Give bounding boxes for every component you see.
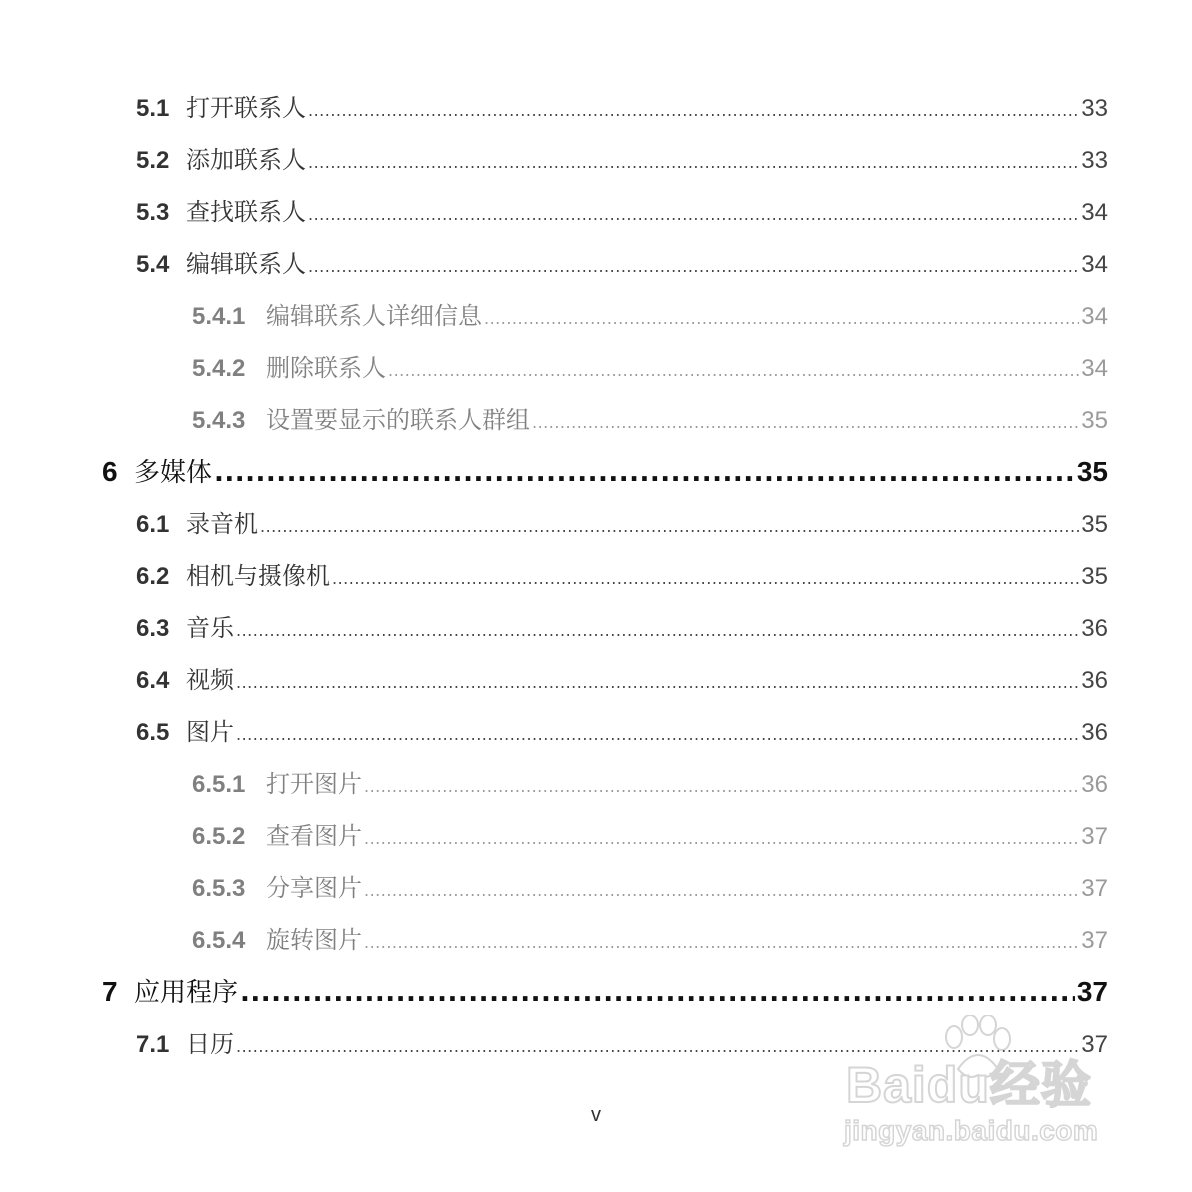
toc-entry-number: 5.4.1 <box>192 303 246 330</box>
toc-entry-page: 37 <box>1081 875 1108 902</box>
toc-entry[interactable] <box>0 452 1108 492</box>
toc-entry[interactable] <box>0 660 1108 700</box>
toc-entry-title: 打开图片 <box>266 770 362 798</box>
toc-entry-title: 删除联系人 <box>266 354 386 382</box>
toc-entry-title: 多媒体 <box>134 458 213 488</box>
toc-dot-leader <box>214 458 1075 488</box>
toc-entry-title: 音乐 <box>186 614 234 642</box>
toc-entry[interactable] <box>0 400 1108 440</box>
toc-entry-page: 37 <box>1076 976 1108 1007</box>
toc-entry-title: 日历 <box>186 1030 234 1058</box>
toc-entry-page: 35 <box>1076 456 1108 487</box>
toc-dot-leader <box>308 205 1079 224</box>
toc-entry-number: 6.3 <box>136 615 170 642</box>
toc-entry-title: 应用程序 <box>134 978 239 1008</box>
toc-entry-title: 编辑联系人 <box>186 250 306 278</box>
toc-dot-leader <box>332 569 1079 588</box>
toc-dot-leader <box>236 673 1079 692</box>
toc-dot-leader <box>308 153 1079 172</box>
toc-entry-number: 5.2 <box>136 147 170 174</box>
toc-dot-leader <box>236 725 1079 744</box>
toc-entry-page: 37 <box>1081 823 1108 850</box>
toc-dot-leader <box>308 101 1079 120</box>
toc-entry-page: 36 <box>1081 771 1108 798</box>
toc-dot-leader <box>364 881 1079 900</box>
toc-dot-leader <box>260 517 1079 536</box>
toc-entry-title: 设置要显示的联系人群组 <box>266 406 530 434</box>
toc-dot-leader <box>484 309 1079 328</box>
toc-entry[interactable] <box>0 296 1108 336</box>
toc-entry[interactable] <box>0 972 1108 1012</box>
toc-entry-page: 35 <box>1081 407 1108 434</box>
toc-entry-number: 5.4.2 <box>192 355 246 382</box>
toc-entry[interactable] <box>0 816 1108 856</box>
toc-entry-number: 5.4.3 <box>192 407 246 434</box>
toc-entry-page: 35 <box>1081 563 1108 590</box>
toc-entry-page: 37 <box>1081 927 1108 954</box>
toc-entry-title: 视频 <box>186 666 234 694</box>
toc-entry[interactable] <box>0 608 1108 648</box>
toc-entry-number: 6 <box>102 456 118 487</box>
toc-entry-number: 6.5.2 <box>192 823 246 850</box>
toc-entry[interactable] <box>0 764 1108 804</box>
toc-entry-number: 6.5 <box>136 719 170 746</box>
toc-entry-page: 36 <box>1081 719 1108 746</box>
toc-dot-leader <box>308 257 1079 276</box>
toc-entry-number: 6.2 <box>136 563 170 590</box>
toc-entry[interactable] <box>0 868 1108 908</box>
watermark-url: jingyan.baidu.com <box>844 1115 1099 1146</box>
toc-entry-title: 添加联系人 <box>186 146 306 174</box>
toc-entry-number: 6.1 <box>136 511 170 538</box>
toc-entry-page: 34 <box>1081 251 1108 278</box>
toc-dot-leader <box>240 978 1075 1008</box>
toc-dot-leader <box>532 413 1079 432</box>
toc-dot-leader <box>388 361 1079 380</box>
toc-entry-page: 36 <box>1081 667 1108 694</box>
toc-entry-title: 编辑联系人详细信息 <box>266 302 482 330</box>
toc-entry[interactable] <box>0 244 1108 284</box>
toc-entry[interactable] <box>0 140 1108 180</box>
toc-entry-page: 33 <box>1081 95 1108 122</box>
toc-entry-number: 5.3 <box>136 199 170 226</box>
toc-entry-page: 33 <box>1081 147 1108 174</box>
toc-dot-leader <box>364 933 1079 952</box>
toc-entry-page: 35 <box>1081 511 1108 538</box>
toc-entry-number: 6.5.3 <box>192 875 246 902</box>
watermark-brand: Baidu经验 <box>846 1057 1092 1113</box>
toc-dot-leader <box>236 621 1079 640</box>
toc-entry[interactable] <box>0 712 1108 752</box>
toc-entry-number: 5.4 <box>136 251 170 278</box>
toc-entry-number: 6.5.1 <box>192 771 246 798</box>
baidu-jingyan-watermark <box>840 1015 1140 1165</box>
toc-entry-title: 录音机 <box>186 510 258 538</box>
toc-entry-number: 6.5.4 <box>192 927 246 954</box>
toc-entry-title: 图片 <box>186 718 234 746</box>
toc-entry[interactable] <box>0 88 1108 128</box>
toc-entry-page: 36 <box>1081 615 1108 642</box>
toc-entry[interactable] <box>0 348 1108 388</box>
toc-entry-number: 6.4 <box>136 667 170 694</box>
toc-entry-title: 分享图片 <box>266 874 362 902</box>
toc-entry-title: 相机与摄像机 <box>186 562 330 590</box>
toc-entry[interactable] <box>0 920 1108 960</box>
page-number: v <box>591 1104 601 1126</box>
toc-entry-number: 7.1 <box>136 1031 170 1058</box>
toc-entry-title: 旋转图片 <box>266 926 362 954</box>
toc-entry[interactable] <box>0 504 1108 544</box>
toc-entry-number: 5.1 <box>136 95 170 122</box>
toc-entry-page: 34 <box>1081 303 1108 330</box>
toc-entry-page: 34 <box>1081 199 1108 226</box>
toc-entry-page: 37 <box>1081 1031 1108 1058</box>
toc-dot-leader <box>364 777 1079 796</box>
toc-entry-title: 查找联系人 <box>186 198 306 226</box>
toc-entry-title: 查看图片 <box>266 822 362 850</box>
toc-dot-leader <box>364 829 1079 848</box>
toc-entry-title: 打开联系人 <box>186 94 306 122</box>
toc-entry-page: 34 <box>1081 355 1108 382</box>
toc-entry[interactable] <box>0 556 1108 596</box>
toc-entry-number: 7 <box>102 976 118 1007</box>
toc-entry[interactable] <box>0 192 1108 232</box>
